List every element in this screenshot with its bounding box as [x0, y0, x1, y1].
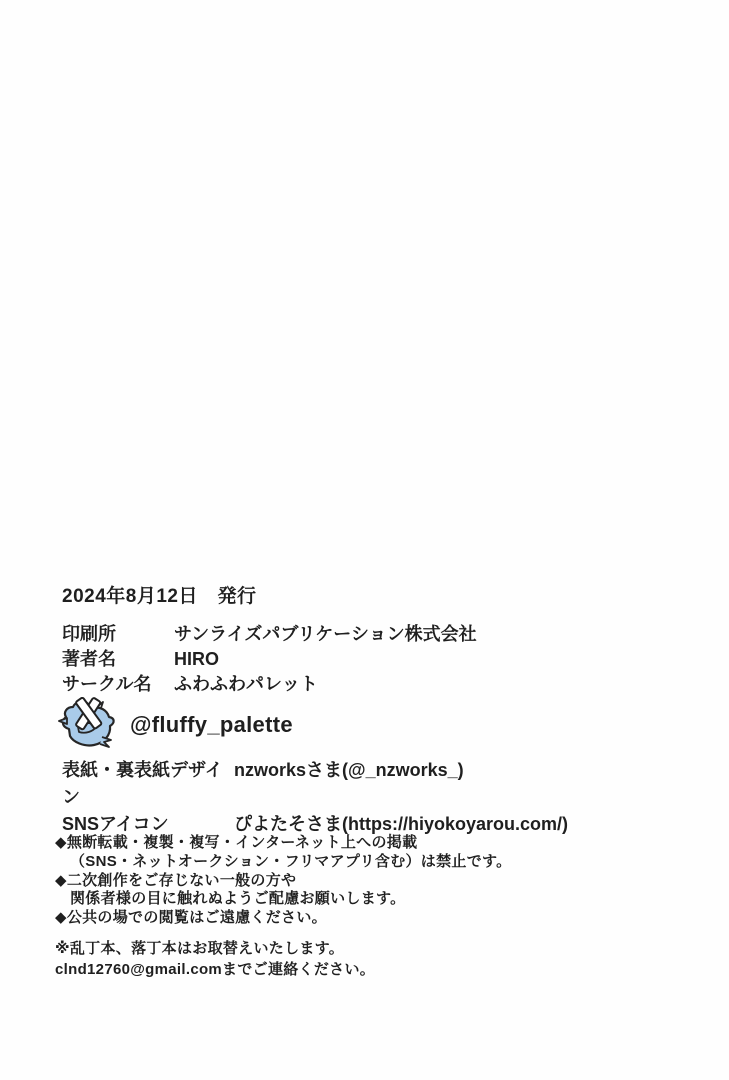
sns-icon-value: ぴよたそさま(https://hiyokoyarou.com/) [234, 814, 569, 834]
notice-line: （SNS・ネットオークション・フリマアプリ含む）は禁止です。 [70, 852, 512, 870]
printer-label: 印刷所 [62, 624, 116, 644]
contact-email-line: clnd12760@gmail.comまでご連絡ください。 [55, 960, 376, 978]
colophon-row-printer [62, 622, 477, 647]
cover-design-label: 表紙・裏表紙デザイン [62, 760, 223, 807]
credits-block [62, 757, 568, 838]
notice-line: ◆二次創作をご存じない一般の方や [55, 871, 297, 889]
circle-value: ふわふわパレット [174, 674, 318, 694]
replacement-notice-line: ※乱丁本、落丁本はお取替えいたします。 [55, 940, 345, 957]
publication-date: 2024年8月12日 発行 [62, 586, 257, 607]
replacement-notice [55, 939, 375, 980]
author-value: HIRO [174, 649, 219, 669]
sns-handle: @fluffy_palette [130, 712, 293, 737]
author-label: 著者名 [62, 649, 116, 669]
printer-value: サンライズパブリケーション株式会社 [174, 624, 477, 644]
colophon-row-circle [62, 672, 477, 697]
colophon-block [62, 622, 477, 697]
notice-line: 関係者様の目に触れぬようご配慮お願いします。 [70, 890, 406, 908]
sns-account-row [58, 697, 293, 753]
circle-label: サークル名 [62, 674, 152, 694]
sns-icon-label: SNSアイコン [62, 814, 169, 834]
notice-line: ◆公共の場での閲覧はご遠慮ください。 [55, 909, 327, 927]
colophon-row-author [62, 647, 477, 672]
credit-row-cover-design [62, 757, 568, 811]
usage-notices [55, 834, 511, 928]
cover-design-value: nzworksさま(@_nzworks_) [234, 760, 464, 780]
twitter-x-bird-icon [58, 697, 118, 753]
notice-line: ◆無断転載・複製・複写・インターネット上への掲載 [55, 834, 418, 851]
